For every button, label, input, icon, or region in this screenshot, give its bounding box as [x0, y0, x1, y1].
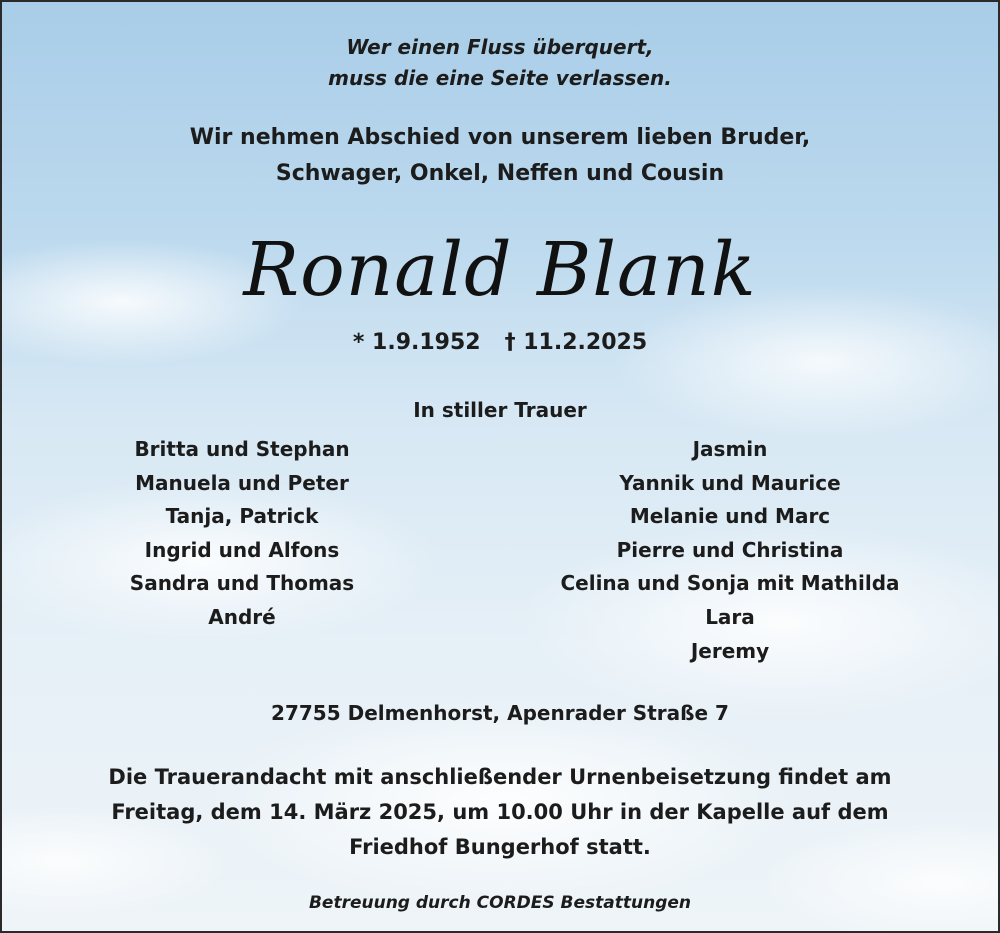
service-line-3: Friedhof Bungerhof statt.: [349, 835, 651, 859]
death-date: † 11.2.2025: [504, 330, 648, 355]
mourner-name: André: [208, 604, 276, 629]
birth-date: * 1.9.1952: [352, 330, 481, 355]
mourner-name: Ingrid und Alfons: [144, 537, 340, 562]
deceased-name: Ronald Blank: [243, 227, 757, 313]
service-line-1: Die Trauerandacht mit anschließender Urnenbeisetzung findet am: [108, 765, 892, 789]
mourner-name: Celina und Sonja mit Mathilda: [560, 571, 900, 596]
intro-text: [2, 120, 998, 192]
mourner-name: Pierre und Christina: [616, 537, 844, 562]
mourner-name: Jasmin: [692, 437, 768, 461]
mourner-name: Melanie und Marc: [629, 504, 831, 529]
mourner-name: Manuela und Peter: [135, 470, 349, 495]
motto-line-1: Wer einen Fluss überquert,: [346, 35, 654, 59]
mourner-name: Britta und Stephan: [134, 437, 350, 461]
mourner-name: Lara: [705, 604, 755, 629]
service-line-2: Freitag, dem 14. März 2025, um 10.00 Uhr in der Kapelle auf dem: [111, 800, 889, 824]
service-announcement: [2, 760, 998, 865]
intro-line-1: Wir nehmen Abschied von unserem lieben Bruder,: [189, 125, 811, 150]
funeral-home-note: Betreuung durch CORDES Bestattungen: [308, 893, 692, 913]
motto-quote: [2, 32, 998, 94]
intro-line-2: Schwager, Onkel, Neffen und Cousin: [275, 161, 725, 186]
mourner-name: Jeremy: [690, 638, 770, 663]
family-address: 27755 Delmenhorst, Apenrader Straße 7: [271, 701, 729, 725]
mourners-right-column: [530, 433, 930, 668]
mourner-name: Sandra und Thomas: [129, 571, 355, 596]
motto-line-2: muss die eine Seite verlassen.: [328, 66, 672, 90]
life-dates: [2, 328, 998, 358]
mourner-name: Yannik und Maurice: [619, 470, 841, 495]
mourning-heading: In stiller Trauer: [413, 398, 587, 422]
mourner-name: Tanja, Patrick: [165, 504, 319, 529]
mourners-left-column: [62, 433, 422, 635]
